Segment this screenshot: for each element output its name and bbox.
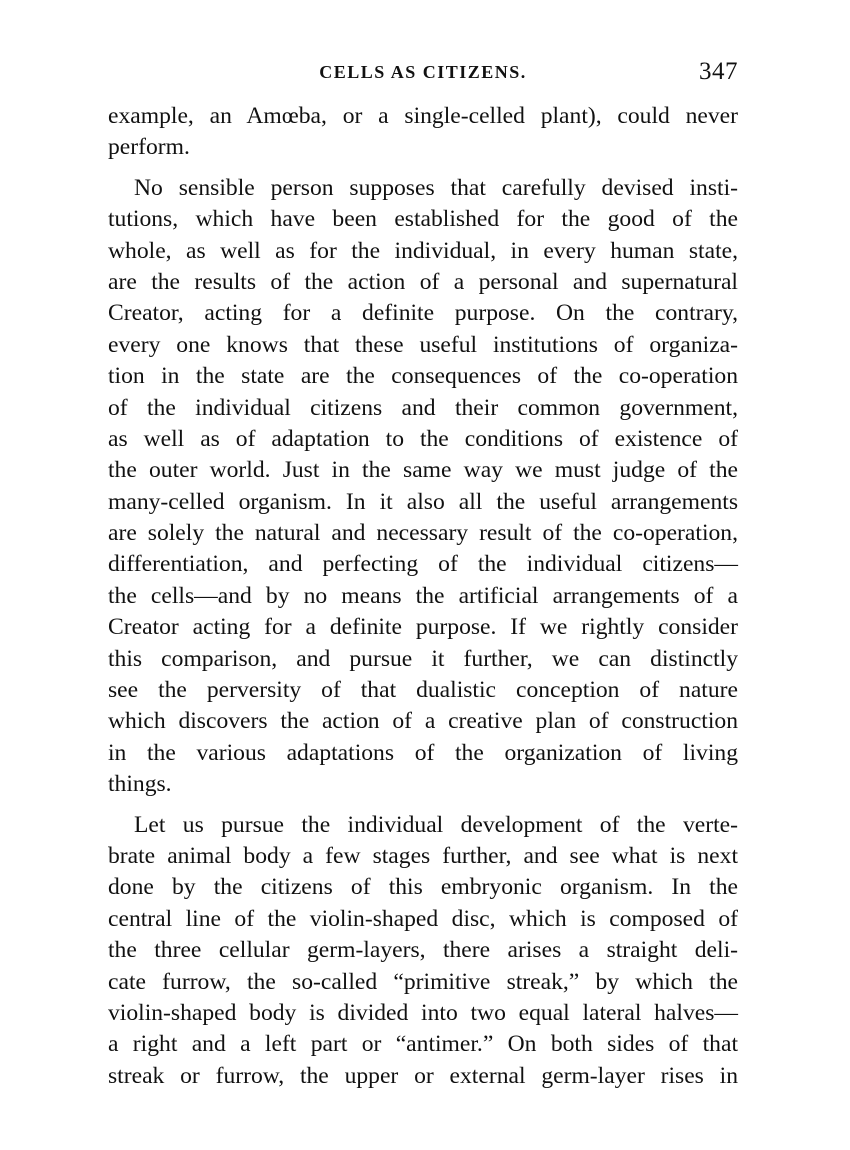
text-line: a right and a left part or “antimer.” On both sides of that (108, 1031, 738, 1058)
text-line: streak or furrow, the upper or external germ-layer rises in (108, 1062, 738, 1089)
text-line: tutions, which have been established for the good of the (108, 206, 738, 233)
text-line: differentiation, and perfecting of the individual citizens— (108, 551, 738, 578)
text-line: this comparison, and pursue it further, we can distinctly (108, 645, 738, 672)
text-line: in the various adaptations of the organization of living (108, 739, 738, 766)
text-line: the cells—and by no means the artificial arrangements of a (108, 582, 738, 609)
text-line: are solely the natural and necessary result of the co-operation, (108, 520, 738, 547)
text-line: brate animal body a few stages further, and see what is next (108, 842, 738, 869)
text-line: tion in the state are the consequences of the co-operation (108, 363, 738, 390)
text-line: which discovers the action of a creative plan of construction (108, 708, 738, 735)
text-line: many-celled organism. In it also all the useful arrangements (108, 488, 738, 515)
text-line: as well as of adaptation to the conditions of existence of (108, 425, 738, 452)
paragraph (108, 810, 738, 1093)
running-title: CELLS AS CITIZENS. (319, 62, 527, 82)
text-line: are the results of the action of a personal and supernatural (108, 268, 738, 295)
text-line: the outer world. Just in the same way we must judge of the (108, 457, 738, 484)
text-line: Creator, acting for a definite purpose. On the contrary, (108, 300, 738, 327)
text-line: cate furrow, the so-called “primitive streak,” by which the (108, 968, 738, 995)
body-text (108, 101, 738, 1092)
text-line: the three cellular germ-layers, there arises a straight deli- (108, 937, 738, 964)
text-line: Creator acting for a definite purpose. If we rightly consider (108, 614, 738, 641)
text-line: every one knows that these useful institutions of organiza- (108, 331, 738, 358)
text-line: see the perversity of that dualistic conception of nature (108, 677, 738, 704)
running-head (108, 58, 738, 88)
paragraph-continuation (108, 101, 738, 164)
text-line: Let us pursue the individual development of the verte- (134, 811, 738, 838)
text-line: perform. (108, 134, 190, 161)
page-number: 347 (699, 58, 738, 85)
text-line: violin-shaped body is divided into two equal lateral halves— (108, 999, 738, 1026)
text-line: example, an Amœba, or a single-celled plant), could never (108, 103, 738, 129)
text-line: central line of the violin-shaped disc, which is composed of (108, 905, 738, 932)
text-line: of the individual citizens and their common government, (108, 394, 738, 421)
text-line: done by the citizens of this embryonic organism. In the (108, 874, 738, 901)
text-line: whole, as well as for the individual, in every human state, (108, 237, 738, 264)
text-line: No sensible person supposes that carefully devised insti- (134, 174, 738, 201)
text-line: things. (108, 771, 172, 798)
paragraph (108, 173, 738, 801)
